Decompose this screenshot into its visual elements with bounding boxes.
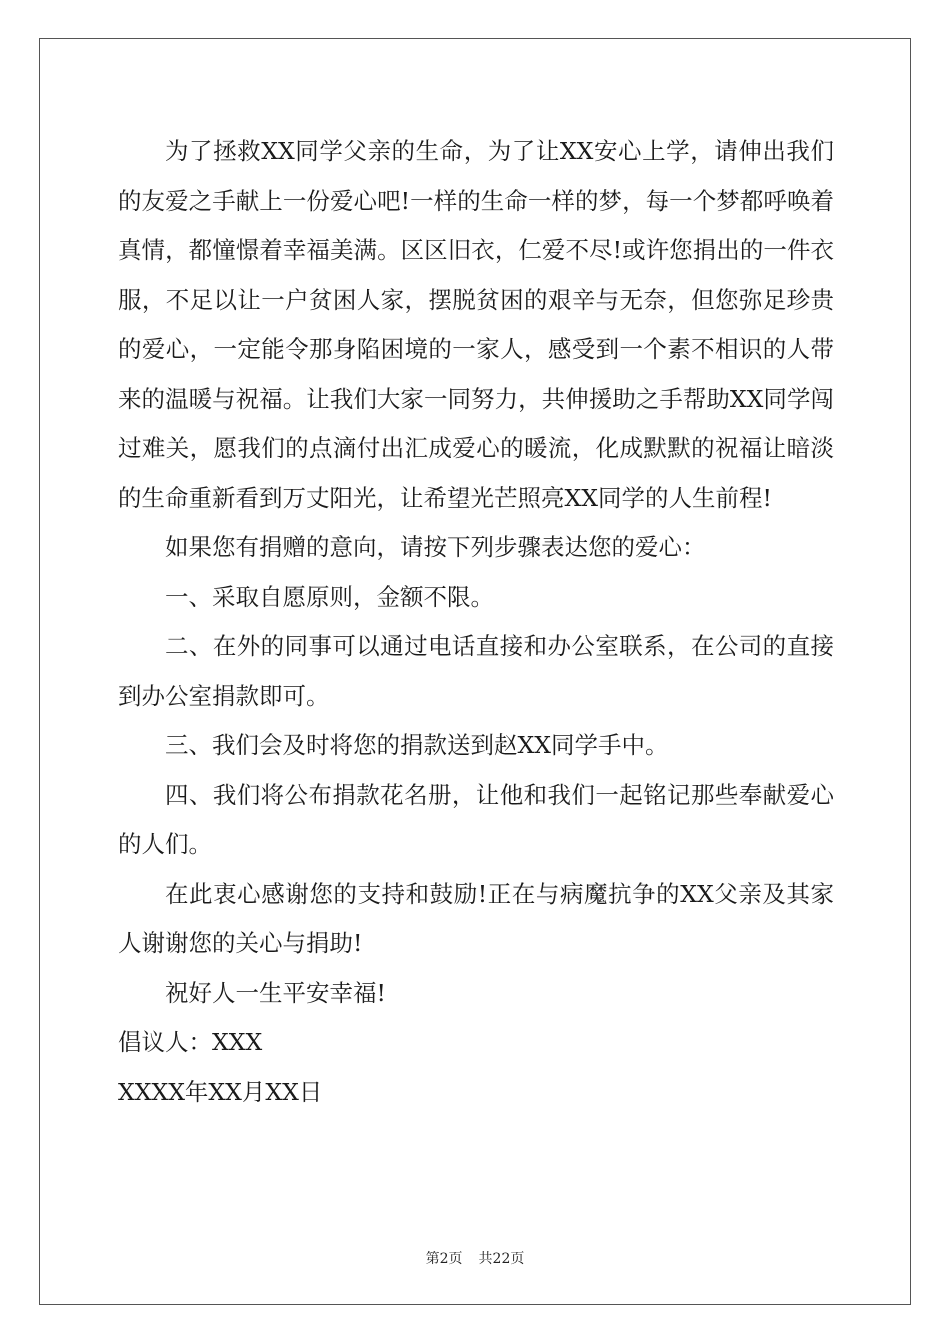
paragraph-appeal: 为了拯救XX同学父亲的生命，为了让XX安心上学，请伸出我们的友爱之手献上一份爱心吧!一样的生命一样的梦，每一个梦都呼唤着真情，都憧憬着幸福美满。区区旧衣，仁爱不尽!或许您捐出的一件衣服，不足以让一户贫困人家，摆脱贫困的艰辛与无奈，但您弥足珍贵的爱心，一定能令那身陷困境的一家人，感受到一个素不相识的人带来的温暖与祝福。让我们大家一同努力，共伸援助之手帮助XX同学闯过难关，愿我们的点滴付出汇成爱心的暖流，化成默默的祝福让暗淡的生命重新看到万丈阳光，让希望光芒照亮XX同学的人生前程! xyxy=(118,137,834,512)
paragraph-step-4: 四、我们将公布捐款花名册，让他和我们一起铭记那些奉献爱心的人们。 xyxy=(118,780,834,858)
paragraph-step-3: 三、我们会及时将您的捐款送到赵XX同学手中。 xyxy=(165,731,669,759)
date-line: XXXX年XX月XX日 xyxy=(118,1077,323,1106)
page-footer xyxy=(0,1248,950,1268)
paragraph-thanks: 在此衷心感谢您的支持和鼓励!正在与病魔抗争的XX父亲及其家人谢谢您的关心与捐助! xyxy=(118,879,834,957)
signature-line: 倡议人：XXX xyxy=(118,1028,263,1056)
paragraph-step-2: 二、在外的同事可以通过电话直接和办公室联系，在公司的直接到办公室捐款即可。 xyxy=(118,632,834,710)
paragraph-blessing: 祝好人一生平安幸福! xyxy=(165,978,386,1007)
page-total: 共22页 xyxy=(478,1251,525,1267)
document-body xyxy=(118,127,834,1117)
paragraph-step-1: 一、采取自愿原则，金额不限。 xyxy=(165,582,494,611)
paragraph-intro-steps: 如果您有捐赠的意向，请按下列步骤表达您的爱心： xyxy=(165,533,706,561)
page-number: 第2页 xyxy=(425,1251,463,1267)
